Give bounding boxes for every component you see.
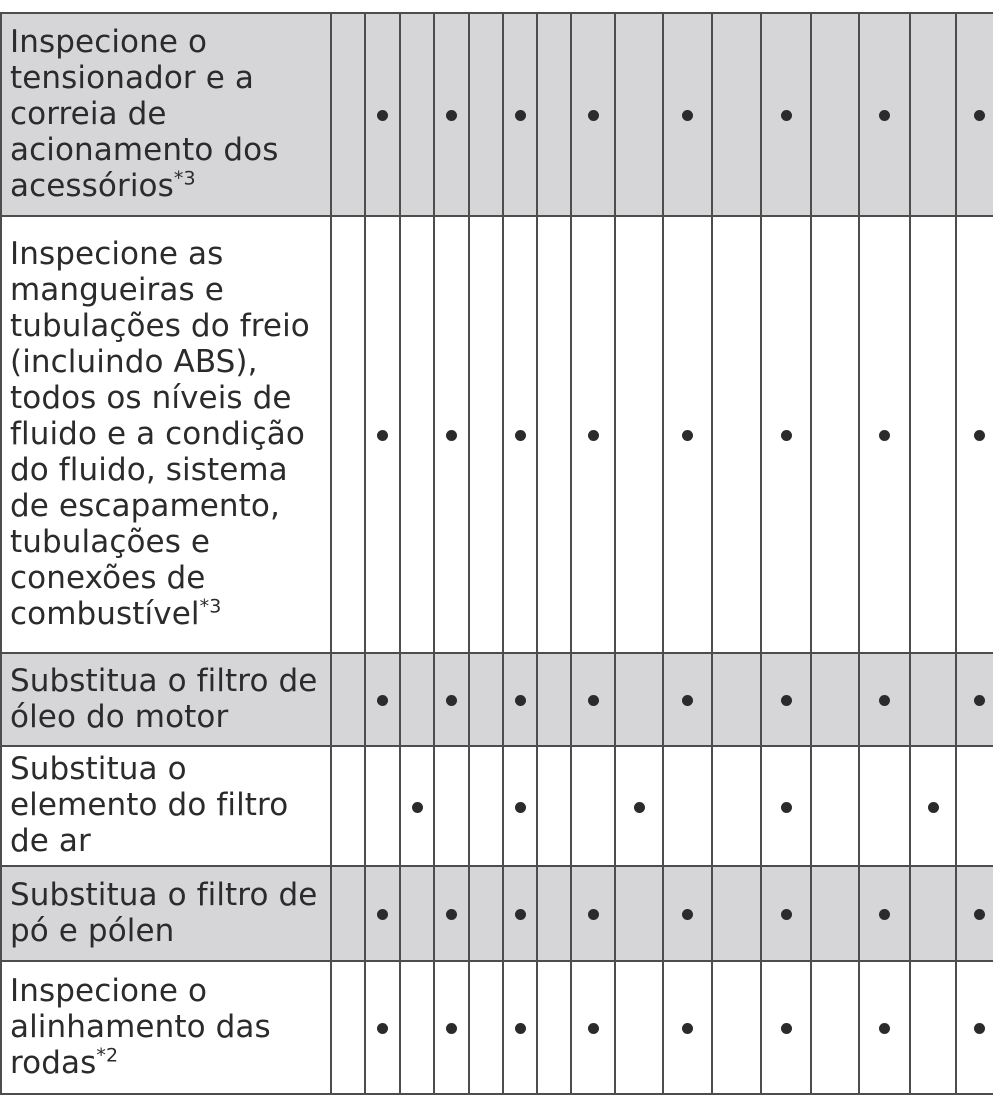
bullet-mark-icon bbox=[446, 695, 457, 706]
interval-cell bbox=[712, 216, 761, 653]
interval-cell bbox=[503, 746, 537, 866]
interval-cell bbox=[956, 216, 993, 653]
interval-cell bbox=[434, 866, 469, 961]
interval-cell bbox=[537, 746, 571, 866]
interval-cell bbox=[859, 216, 910, 653]
task-label: Substitua o filtro de pó e pólen bbox=[10, 876, 318, 949]
bullet-mark-icon bbox=[879, 430, 890, 441]
table-body bbox=[1, 13, 993, 1094]
interval-cell bbox=[331, 13, 365, 216]
interval-cell bbox=[400, 746, 434, 866]
interval-cell bbox=[400, 13, 434, 216]
interval-cell bbox=[811, 866, 859, 961]
interval-cell bbox=[761, 653, 811, 746]
interval-cell bbox=[615, 216, 663, 653]
interval-cell bbox=[910, 653, 956, 746]
task-label: Substitua o filtro de óleo do motor bbox=[10, 662, 318, 735]
interval-cell bbox=[859, 653, 910, 746]
bullet-mark-icon bbox=[974, 909, 985, 920]
interval-cell bbox=[571, 866, 615, 961]
interval-cell bbox=[859, 746, 910, 866]
bullet-mark-icon bbox=[634, 802, 645, 813]
bullet-mark-icon bbox=[588, 430, 599, 441]
bullet-mark-icon bbox=[781, 110, 792, 121]
interval-cell bbox=[400, 961, 434, 1094]
interval-cell bbox=[712, 961, 761, 1094]
interval-cell bbox=[811, 653, 859, 746]
interval-cell bbox=[434, 961, 469, 1094]
interval-cell bbox=[571, 13, 615, 216]
interval-cell bbox=[331, 746, 365, 866]
interval-cell bbox=[859, 866, 910, 961]
interval-cell bbox=[859, 961, 910, 1094]
interval-cell bbox=[537, 866, 571, 961]
interval-cell bbox=[434, 13, 469, 216]
bullet-mark-icon bbox=[682, 1023, 693, 1034]
interval-cell bbox=[761, 746, 811, 866]
interval-cell bbox=[615, 653, 663, 746]
bullet-mark-icon bbox=[974, 695, 985, 706]
bullet-mark-icon bbox=[377, 110, 388, 121]
interval-cell bbox=[571, 746, 615, 866]
interval-cell bbox=[469, 866, 503, 961]
footnote-marker: *3 bbox=[173, 167, 196, 190]
bullet-mark-icon bbox=[879, 110, 890, 121]
interval-cell bbox=[331, 216, 365, 653]
bullet-mark-icon bbox=[974, 430, 985, 441]
interval-cell bbox=[331, 653, 365, 746]
interval-cell bbox=[400, 216, 434, 653]
bullet-mark-icon bbox=[974, 110, 985, 121]
interval-cell bbox=[365, 13, 400, 216]
bullet-mark-icon bbox=[515, 430, 526, 441]
bullet-mark-icon bbox=[781, 695, 792, 706]
interval-cell bbox=[503, 653, 537, 746]
interval-cell bbox=[811, 13, 859, 216]
bullet-mark-icon bbox=[974, 1023, 985, 1034]
interval-cell bbox=[469, 653, 503, 746]
task-cell bbox=[1, 961, 331, 1094]
interval-cell bbox=[615, 13, 663, 216]
bullet-mark-icon bbox=[515, 909, 526, 920]
bullet-mark-icon bbox=[588, 909, 599, 920]
interval-cell bbox=[663, 866, 712, 961]
maintenance-schedule bbox=[0, 12, 993, 1095]
bullet-mark-icon bbox=[682, 430, 693, 441]
interval-cell bbox=[331, 961, 365, 1094]
interval-cell bbox=[400, 653, 434, 746]
table-row bbox=[1, 653, 993, 746]
interval-cell bbox=[910, 961, 956, 1094]
interval-cell bbox=[434, 653, 469, 746]
bullet-mark-icon bbox=[377, 909, 388, 920]
bullet-mark-icon bbox=[377, 1023, 388, 1034]
bullet-mark-icon bbox=[879, 1023, 890, 1034]
table-row bbox=[1, 866, 993, 961]
interval-cell bbox=[956, 866, 993, 961]
bullet-mark-icon bbox=[588, 110, 599, 121]
interval-cell bbox=[663, 961, 712, 1094]
task-label: Inspecione as mangueiras e tubulações do freio (incluindo ABS), todos os níveis de fluido e a condição do fluido, sistema de escapamento, tubulações e conexões de combustível bbox=[10, 235, 310, 632]
bullet-mark-icon bbox=[588, 695, 599, 706]
interval-cell bbox=[469, 216, 503, 653]
interval-cell bbox=[956, 653, 993, 746]
interval-cell bbox=[910, 216, 956, 653]
bullet-mark-icon bbox=[928, 802, 939, 813]
interval-cell bbox=[469, 961, 503, 1094]
interval-cell bbox=[537, 961, 571, 1094]
task-label: Inspecione o tensionador e a correia de acionamento dos acessórios bbox=[10, 23, 279, 204]
interval-cell bbox=[761, 866, 811, 961]
interval-cell bbox=[956, 13, 993, 216]
footnote-marker: *2 bbox=[96, 1044, 119, 1067]
interval-cell bbox=[503, 13, 537, 216]
bullet-mark-icon bbox=[515, 802, 526, 813]
interval-cell bbox=[712, 13, 761, 216]
task-cell bbox=[1, 746, 331, 866]
interval-cell bbox=[571, 961, 615, 1094]
bullet-mark-icon bbox=[446, 110, 457, 121]
interval-cell bbox=[400, 866, 434, 961]
task-cell bbox=[1, 866, 331, 961]
bullet-mark-icon bbox=[515, 695, 526, 706]
bullet-mark-icon bbox=[781, 802, 792, 813]
interval-cell bbox=[712, 653, 761, 746]
interval-cell bbox=[469, 13, 503, 216]
interval-cell bbox=[910, 866, 956, 961]
interval-cell bbox=[365, 746, 400, 866]
interval-cell bbox=[663, 746, 712, 866]
table-row bbox=[1, 961, 993, 1094]
task-label: Inspecione o alinhamento das rodas bbox=[10, 972, 271, 1081]
interval-cell bbox=[859, 13, 910, 216]
bullet-mark-icon bbox=[781, 430, 792, 441]
bullet-mark-icon bbox=[682, 695, 693, 706]
interval-cell bbox=[365, 866, 400, 961]
bullet-mark-icon bbox=[682, 909, 693, 920]
interval-cell bbox=[811, 961, 859, 1094]
bullet-mark-icon bbox=[446, 1023, 457, 1034]
interval-cell bbox=[571, 653, 615, 746]
interval-cell bbox=[956, 746, 993, 866]
bullet-mark-icon bbox=[682, 110, 693, 121]
bullet-mark-icon bbox=[879, 695, 890, 706]
bullet-mark-icon bbox=[446, 430, 457, 441]
bullet-mark-icon bbox=[377, 430, 388, 441]
table-row bbox=[1, 13, 993, 216]
interval-cell bbox=[811, 746, 859, 866]
bullet-mark-icon bbox=[377, 695, 388, 706]
bullet-mark-icon bbox=[446, 909, 457, 920]
interval-cell bbox=[712, 866, 761, 961]
interval-cell bbox=[503, 961, 537, 1094]
task-cell bbox=[1, 13, 331, 216]
bullet-mark-icon bbox=[781, 1023, 792, 1034]
interval-cell bbox=[365, 653, 400, 746]
task-cell bbox=[1, 216, 331, 653]
interval-cell bbox=[615, 746, 663, 866]
bullet-mark-icon bbox=[781, 909, 792, 920]
table-row bbox=[1, 216, 993, 653]
interval-cell bbox=[331, 866, 365, 961]
interval-cell bbox=[910, 13, 956, 216]
interval-cell bbox=[811, 216, 859, 653]
interval-cell bbox=[910, 746, 956, 866]
interval-cell bbox=[663, 653, 712, 746]
bullet-mark-icon bbox=[412, 802, 423, 813]
bullet-mark-icon bbox=[879, 909, 890, 920]
interval-cell bbox=[761, 961, 811, 1094]
interval-cell bbox=[615, 961, 663, 1094]
interval-cell bbox=[365, 216, 400, 653]
task-label: Substitua o elemento do filtro de ar bbox=[10, 751, 289, 859]
interval-cell bbox=[712, 746, 761, 866]
interval-cell bbox=[537, 216, 571, 653]
interval-cell bbox=[434, 746, 469, 866]
interval-cell bbox=[537, 653, 571, 746]
bullet-mark-icon bbox=[515, 1023, 526, 1034]
interval-cell bbox=[503, 216, 537, 653]
interval-cell bbox=[761, 216, 811, 653]
interval-cell bbox=[571, 216, 615, 653]
bullet-mark-icon bbox=[515, 110, 526, 121]
interval-cell bbox=[761, 13, 811, 216]
interval-cell bbox=[956, 961, 993, 1094]
interval-cell bbox=[469, 746, 503, 866]
interval-cell bbox=[434, 216, 469, 653]
interval-cell bbox=[663, 216, 712, 653]
interval-cell bbox=[365, 961, 400, 1094]
table-row bbox=[1, 746, 993, 866]
task-cell bbox=[1, 653, 331, 746]
footnote-marker: *3 bbox=[199, 595, 222, 618]
interval-cell bbox=[537, 13, 571, 216]
maintenance-table bbox=[0, 12, 993, 1095]
interval-cell bbox=[615, 866, 663, 961]
interval-cell bbox=[663, 13, 712, 216]
bullet-mark-icon bbox=[588, 1023, 599, 1034]
interval-cell bbox=[503, 866, 537, 961]
